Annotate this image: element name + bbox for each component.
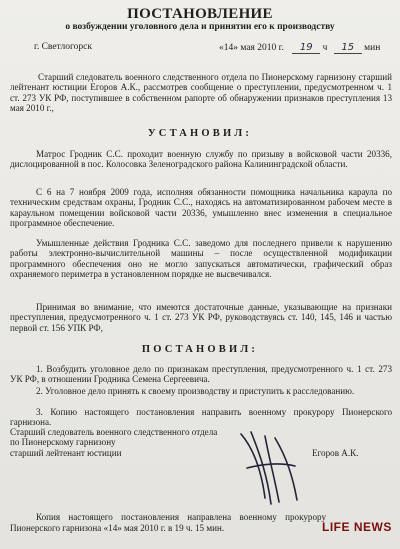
- established-paragraph-3: Умышленные действия Гродника С.С. заведомо для последнего привели к нарушению работы электронно-вычислительной машины – после осуществленной модификации программного обеспечения оно не могло запускаться автоматически, графический образ охраняемого периметра в установленном порядке не высвечивался.: [10, 238, 392, 280]
- date-hour: 19: [292, 42, 320, 54]
- date-hour-suffix: ч: [322, 43, 328, 53]
- decided-item-2: 2. Уголовное дело принять к своему производству и приступить к расследованию.: [36, 386, 355, 396]
- date-day: «14» мая 2010 г.: [219, 43, 284, 53]
- signer-name: Егоров А.К.: [312, 448, 359, 458]
- established-paragraph-1: Матрос Гродник С.С. проходит военную службу по призыву в войсковой части 20336, дислоцированной в пос. Колосовка Зеленоградского района Калининградской области.: [10, 149, 392, 170]
- decided-item-1: 1. Возбудить уголовное дело по признакам преступления, предусмотренного ч. 1 ст. 273 УК РФ, в отношении Гродника Семена Сергеевича.: [10, 364, 392, 385]
- handwritten-signature: [235, 428, 305, 510]
- decided-heading: ПОСТАНОВИЛ:: [141, 344, 259, 355]
- document-place: г. Светлогорск: [34, 42, 92, 52]
- date-minute: 15: [334, 42, 362, 54]
- signer-position-line-1: Старший следователь военного следственного отдела: [10, 427, 218, 437]
- intro-paragraph: Старший следователь военного следственного отдела по Пионерскому гарнизону старший лейтенант юстиции Егоров А.К., рассмотрев сообщение о преступлении, предусмотренном ч. 1 ст. 273 УК РФ, поступившее в собственном рапорте об обнаружении признаков преступления 13 мая 2010 г.,: [10, 72, 392, 114]
- decided-item-3: 3. Копию настоящего постановления направить военному прокурору Пионерского гарнизона.: [10, 407, 392, 428]
- document-subtitle: о возбуждении уголовного дела и принятии его к производству: [65, 22, 335, 32]
- document-title: ПОСТАНОВЛЕНИЕ: [127, 6, 273, 22]
- established-paragraph-2: С 6 на 7 ноября 2009 года, исполняя обязанности помощника начальника караула по техническим средствам охраны, Гродник С.С., находясь на автоматизированном рабочем месте в караульном помещении войсковой части 20336, умышленно внес изменения в специальное программное обеспечение.: [10, 187, 392, 229]
- established-paragraph-4: Принимая во внимание, что имеются достаточные данные, указывающие на признаки преступления, предусмотренного ч. 1 ст. 273 УК РФ, руководствуясь ст. 140, 145, 146 и частью первой ст. 156 УПК РФ,: [10, 302, 392, 333]
- document-date: [219, 42, 380, 54]
- signer-position-line-2: по Пионерскому гарнизону: [10, 437, 116, 448]
- signer-position-line-3: старший лейтенант юстиции: [10, 447, 122, 458]
- copy-note: Копия настоящего постановления направлена военному прокурору Пионерского гарнизона «14» мая 2010 г. в 19 ч. 15 мин.: [10, 512, 326, 533]
- signature-block: [10, 427, 217, 458]
- life-news-logo: LIFE NEWS: [322, 520, 392, 534]
- established-heading: УСТАНОВИЛ:: [147, 128, 253, 139]
- date-minute-suffix: мин: [364, 43, 381, 53]
